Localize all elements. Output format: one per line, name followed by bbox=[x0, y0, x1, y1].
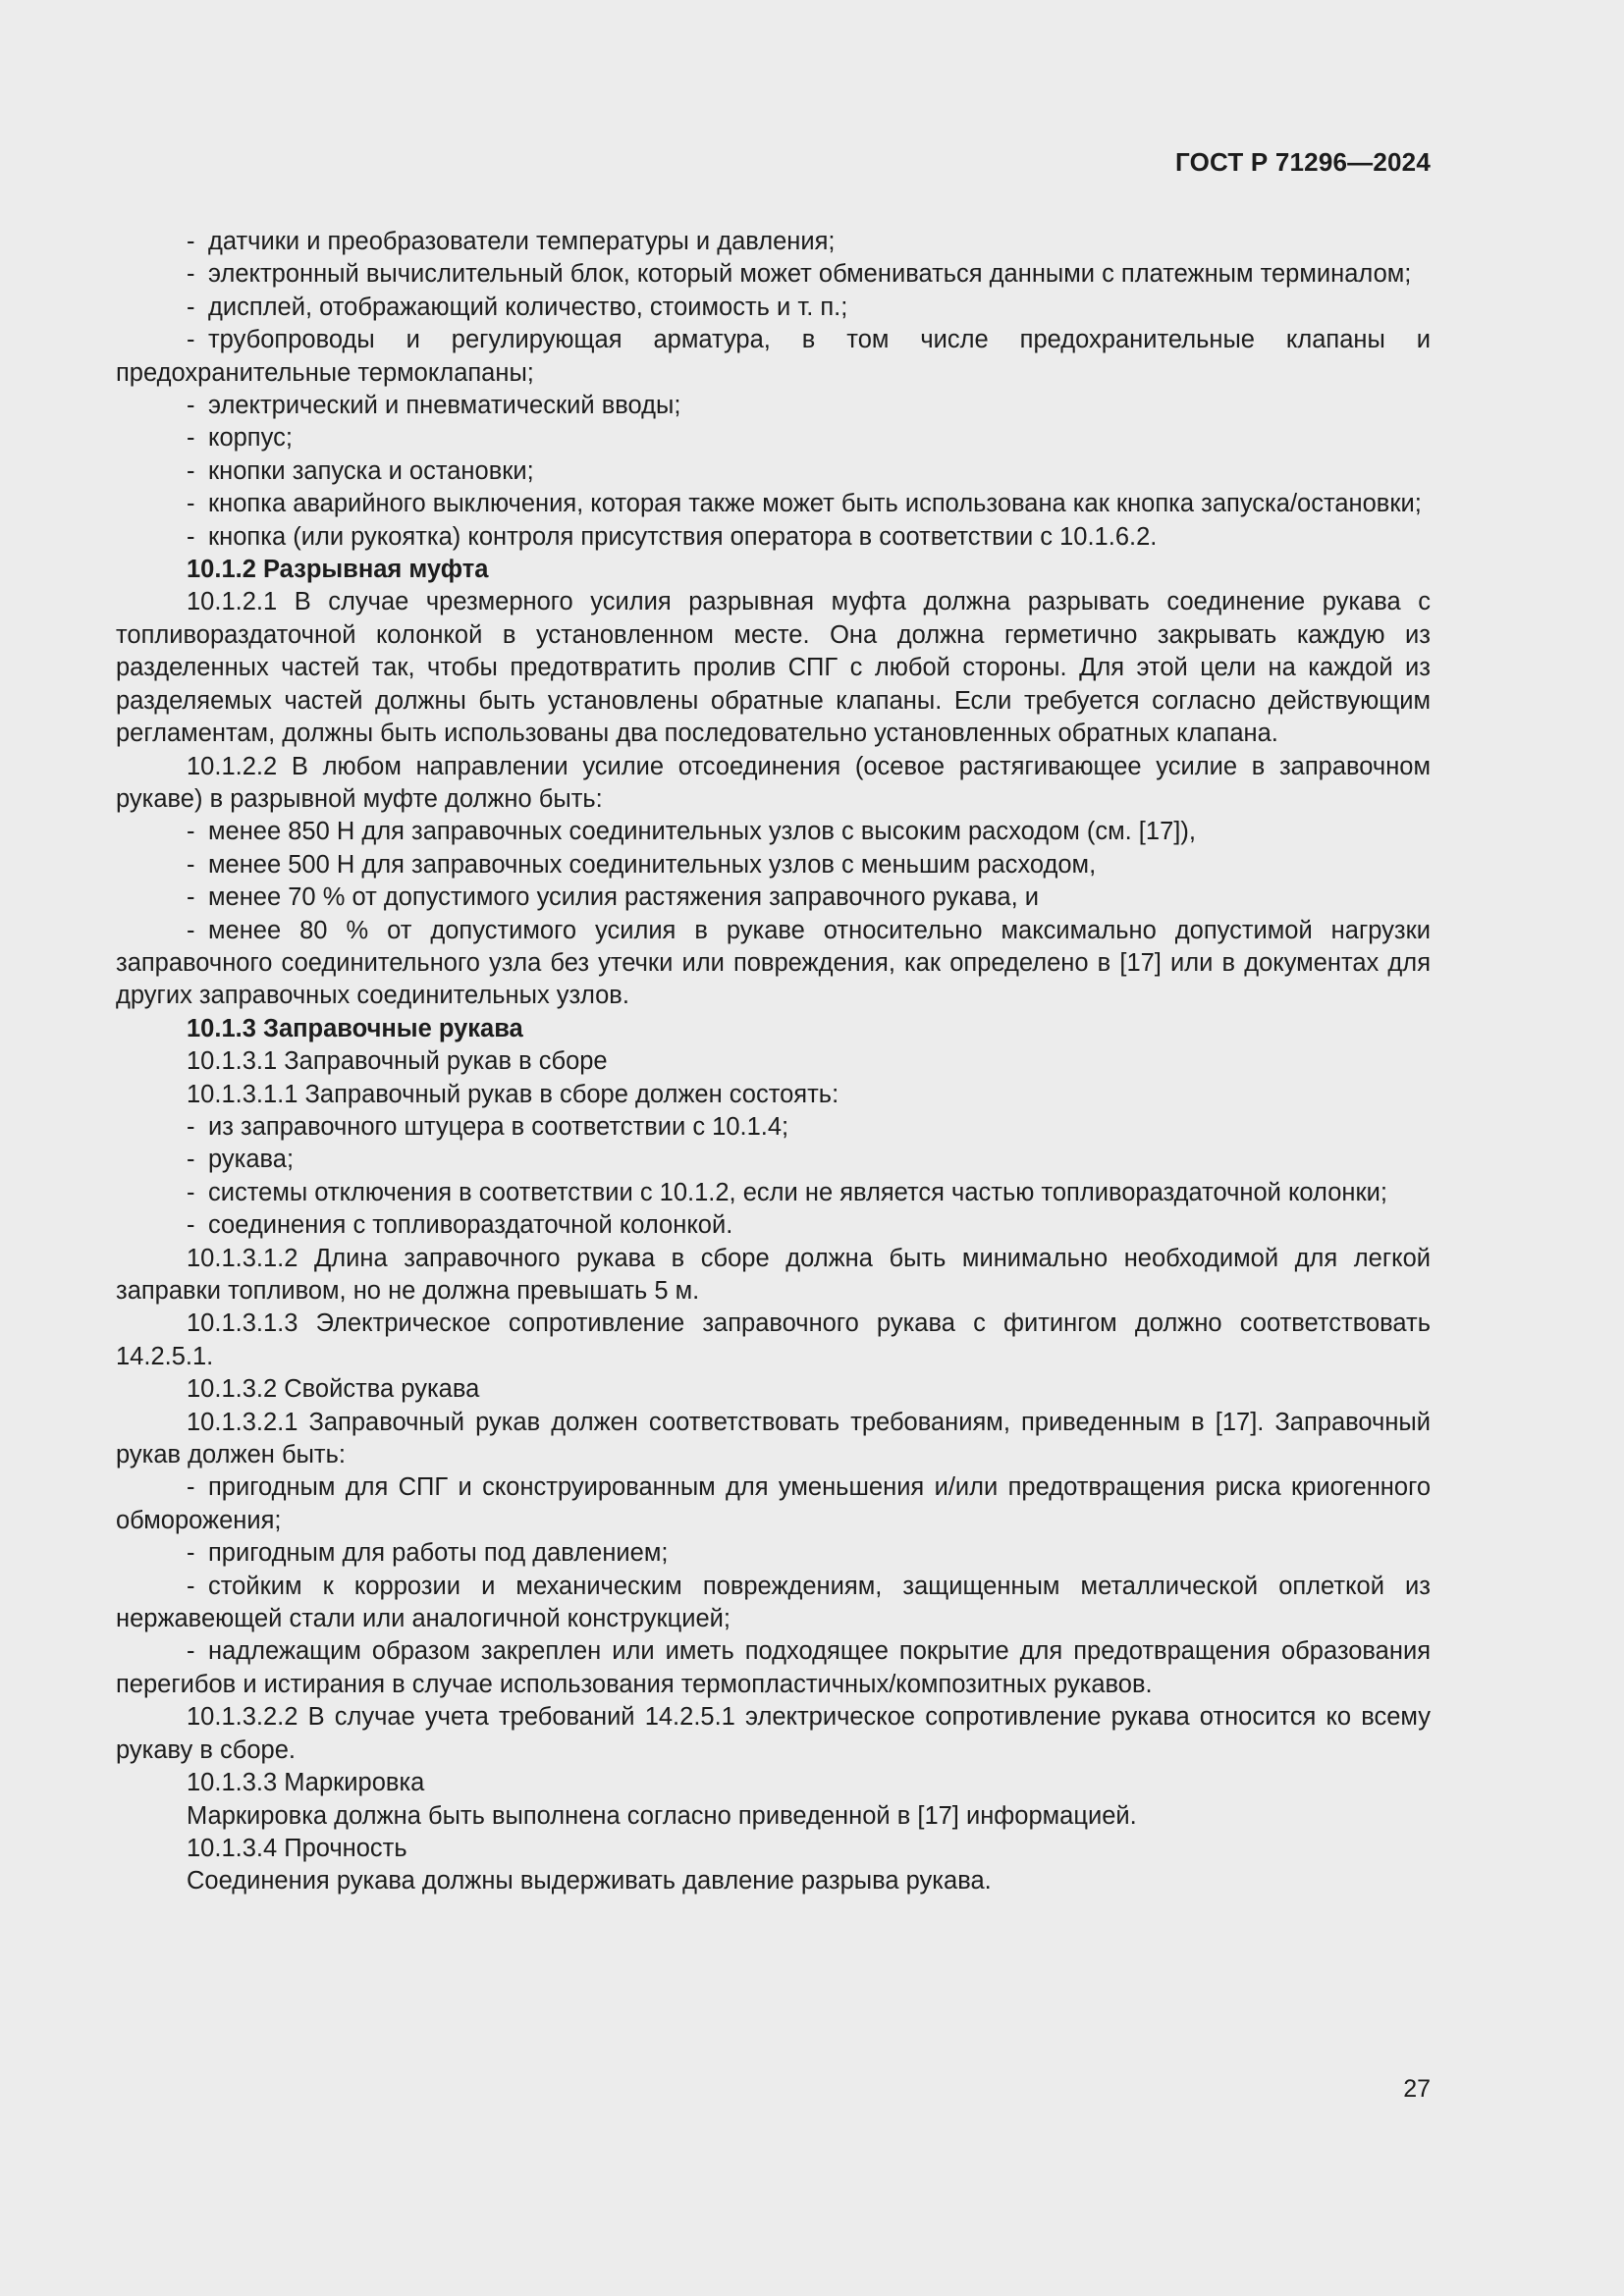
list-item bbox=[116, 292, 1431, 324]
list-dash: - bbox=[187, 1178, 195, 1206]
paragraph-text: 10.1.3.1.3 Электрическое сопротивление заправочного рукава с фитингом должно соответствовать 14.2.5.1. bbox=[116, 1309, 1431, 1370]
list-dash: - bbox=[187, 1112, 195, 1141]
paragraph-text: Соединения рукава должны выдерживать давление разрыва рукава. bbox=[187, 1867, 992, 1896]
paragraph-text: 10.1.3.4 Прочность bbox=[187, 1834, 407, 1862]
paragraph-text: 10.1.2.1 В случае чрезмерного усилия разрывная муфта должна разрывать соединение рукава с топливораздаточной колонкой в установленном месте. Она должна герметично закрывать каждую из разделенных частей так, чтобы предотвратить пролив СПГ с любой стороны. Для этой цели на каждой из разделяемых частей должны быть установлены обратные клапаны. Если требуется согласно действующим регламентам, должны быть использованы два последовательно установленных обратных клапана. bbox=[116, 588, 1431, 748]
paragraph-text: менее 80 % от допустимого усилия в рукаве относительно максимально допустимой нагрузки заправочного соединительного узла без утечки или повреждения, как определено в [17] или в документах для других заправочных соединительных узлов. bbox=[116, 916, 1431, 1010]
paragraph-text: кнопка аварийного выключения, которая также может быть использована как кнопка запуска/остановки; bbox=[208, 490, 1422, 518]
list-dash: - bbox=[187, 228, 195, 255]
list-item bbox=[116, 1177, 1431, 1209]
paragraph-text: системы отключения в соответствии с 10.1.2, если не является частью топливораздаточной колонки; bbox=[208, 1178, 1387, 1206]
document-code-header: ГОСТ Р 71296—2024 bbox=[1175, 147, 1431, 177]
list-dash: - bbox=[187, 1539, 195, 1568]
paragraph-text: менее 70 % от допустимого усилия растяжения заправочного рукава, и bbox=[208, 883, 1039, 912]
list-dash: - bbox=[187, 916, 195, 944]
list-dash: - bbox=[187, 1146, 195, 1174]
list-dash: - bbox=[187, 1572, 195, 1600]
paragraph-text: корпус; bbox=[208, 424, 293, 453]
list-item bbox=[116, 1635, 1431, 1701]
list-dash: - bbox=[187, 883, 195, 912]
paragraph-text: электрический и пневматический вводы; bbox=[208, 392, 681, 420]
paragraph-text: 10.1.3 Заправочные рукава bbox=[187, 1014, 523, 1042]
list-item bbox=[116, 1111, 1431, 1144]
list-item bbox=[116, 915, 1431, 1013]
list-dash: - bbox=[187, 424, 195, 453]
list-dash: - bbox=[187, 260, 195, 289]
paragraph bbox=[116, 1373, 1431, 1406]
paragraph-text: 10.1.2.2 В любом направлении усилие отсоединения (осевое растягивающее усилие в заправочном рукаве) в разрывной муфте должно быть: bbox=[116, 752, 1431, 813]
paragraph-text: стойким к коррозии и механическим повреждениям, защищенным металлической оплеткой из нержавеющей стали или аналогичной конструкцией; bbox=[116, 1572, 1431, 1633]
section-heading bbox=[116, 554, 1431, 586]
list-item bbox=[116, 226, 1431, 258]
section-heading bbox=[116, 1013, 1431, 1045]
paragraph-text: 10.1.3.3 Маркировка bbox=[187, 1769, 425, 1797]
paragraph-text: пригодным для СПГ и сконструированным для уменьшения и/или предотвращения риска криогенного обморожения; bbox=[116, 1473, 1431, 1534]
paragraph-text: Маркировка должна быть выполнена согласно приведенной в [17] информацией. bbox=[187, 1801, 1137, 1830]
paragraph-text: дисплей, отображающий количество, стоимость и т. п.; bbox=[208, 293, 848, 321]
list-dash: - bbox=[187, 326, 195, 354]
paragraph-text: кнопки запуска и остановки; bbox=[208, 456, 534, 485]
list-dash: - bbox=[187, 1637, 195, 1666]
paragraph-text: 10.1.3.2.2 В случае учета требований 14.2.5.1 электрическое сопротивление рукава относится ко всему рукаву в сборе. bbox=[116, 1703, 1431, 1764]
paragraph-text: из заправочного штуцера в соответствии с 10.1.4; bbox=[208, 1112, 789, 1141]
paragraph bbox=[116, 1701, 1431, 1767]
paragraph-text: кнопка (или рукоятка) контроля присутствия оператора в соответствии с 10.1.6.2. bbox=[208, 522, 1158, 551]
paragraph-text: датчики и преобразователи температуры и давления; bbox=[208, 228, 836, 255]
list-dash: - bbox=[187, 818, 195, 846]
paragraph-text: пригодным для работы под давлением; bbox=[208, 1539, 669, 1568]
list-item bbox=[116, 1571, 1431, 1636]
paragraph-text: менее 850 Н для заправочных соединительных узлов с высоким расходом (см. [17]), bbox=[208, 818, 1196, 846]
paragraph bbox=[116, 1243, 1431, 1308]
list-dash: - bbox=[187, 522, 195, 551]
paragraph bbox=[116, 1308, 1431, 1373]
list-item bbox=[116, 1144, 1431, 1176]
list-item bbox=[116, 1209, 1431, 1242]
paragraph bbox=[116, 1767, 1431, 1799]
paragraph bbox=[116, 1833, 1431, 1865]
paragraph-text: надлежащим образом закреплен или иметь подходящее покрытие для предотвращения образования перегибов и истирания в случае использования термопластичных/композитных рукавов. bbox=[116, 1637, 1431, 1698]
list-dash: - bbox=[187, 293, 195, 321]
paragraph-text: рукава; bbox=[208, 1146, 295, 1174]
list-dash: - bbox=[187, 1473, 195, 1502]
list-item bbox=[116, 1537, 1431, 1570]
list-item bbox=[116, 324, 1431, 390]
paragraph-text: 10.1.3.2.1 Заправочный рукав должен соответствовать требованиям, приведенным в [17]. Заправочный рукав должен быть: bbox=[116, 1408, 1431, 1469]
paragraph-text: 10.1.3.1.1 Заправочный рукав в сборе должен состоять: bbox=[187, 1080, 839, 1108]
list-item bbox=[116, 521, 1431, 554]
paragraph bbox=[116, 751, 1431, 817]
paragraph-text: 10.1.2 Разрывная муфта bbox=[187, 556, 489, 584]
page-number: 27 bbox=[1403, 2075, 1431, 2103]
paragraph bbox=[116, 1045, 1431, 1078]
paragraph bbox=[116, 1800, 1431, 1833]
list-item bbox=[116, 422, 1431, 454]
list-item bbox=[116, 881, 1431, 914]
paragraph-text: 10.1.3.1 Заправочный рукав в сборе bbox=[187, 1047, 608, 1076]
paragraph-text: электронный вычислительный блок, который может обмениваться данными с платежным терминалом; bbox=[208, 260, 1412, 289]
list-dash: - bbox=[187, 850, 195, 879]
list-item bbox=[116, 455, 1431, 488]
paragraph-text: 10.1.3.2 Свойства рукава bbox=[187, 1375, 480, 1404]
list-dash: - bbox=[187, 490, 195, 518]
paragraph-text: соединения с топливораздаточной колонкой. bbox=[208, 1211, 733, 1240]
paragraph-text: трубопроводы и регулирующая арматура, в том числе предохранительные клапаны и предохранительные термоклапаны; bbox=[116, 326, 1431, 387]
list-dash: - bbox=[187, 456, 195, 485]
list-item bbox=[116, 390, 1431, 422]
paragraph-text: 10.1.3.1.2 Длина заправочного рукава в сборе должна быть минимально необходимой для легкой заправки топливом, но не должна превышать 5 м. bbox=[116, 1244, 1431, 1305]
document-body bbox=[116, 226, 1431, 1898]
list-item bbox=[116, 258, 1431, 291]
paragraph-text: менее 500 Н для заправочных соединительных узлов с меньшим расходом, bbox=[208, 850, 1097, 879]
paragraph bbox=[116, 1865, 1431, 1897]
list-item bbox=[116, 849, 1431, 881]
list-dash: - bbox=[187, 392, 195, 420]
paragraph bbox=[116, 1407, 1431, 1472]
list-item bbox=[116, 816, 1431, 848]
list-item bbox=[116, 488, 1431, 520]
paragraph bbox=[116, 586, 1431, 750]
list-item bbox=[116, 1471, 1431, 1537]
list-dash: - bbox=[187, 1211, 195, 1240]
paragraph bbox=[116, 1079, 1431, 1111]
